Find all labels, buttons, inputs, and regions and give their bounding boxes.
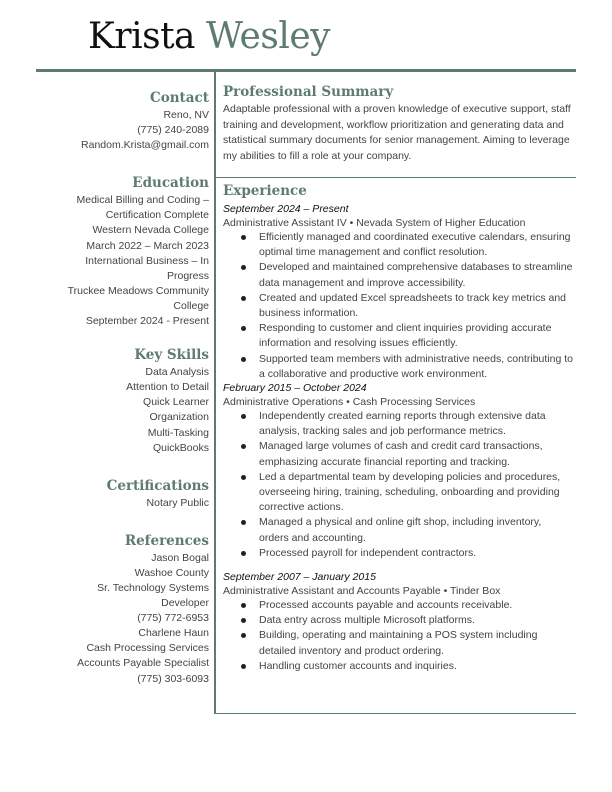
skill-item: QuickBooks <box>152 441 209 454</box>
job-entry <box>223 382 573 561</box>
bullet-icon <box>241 265 246 270</box>
reference-line: Washoe County <box>134 566 209 579</box>
references-section <box>36 531 209 687</box>
bullet-item <box>223 515 573 545</box>
bullet-text: Created and updated Excel spreadsheets to track key metrics and business information. <box>259 291 567 320</box>
bullet-icon <box>241 664 246 669</box>
job-title: Administrative Operations • Cash Processing Services <box>223 396 476 409</box>
bullet-text: Processed accounts payable and accounts receivable. <box>259 599 513 612</box>
bullet-icon <box>241 475 246 480</box>
candidate-name <box>88 14 330 60</box>
bullet-icon <box>241 326 246 331</box>
education-line: Progress <box>166 269 209 282</box>
skill-item: Quick Learner <box>143 396 209 409</box>
bullet-item <box>223 470 573 516</box>
reference-line: Accounts Payable Specialist <box>77 657 209 670</box>
education-heading: Education <box>132 175 209 192</box>
skills-section <box>36 345 209 456</box>
education-line: College <box>173 299 209 312</box>
job-title: Administrative Assistant IV • Nevada System of Higher Education <box>223 217 526 229</box>
bullet-icon <box>241 551 246 556</box>
job-bullets <box>223 598 573 674</box>
skill-item: Data Analysis <box>145 366 209 379</box>
reference-line: Jason Bogal <box>151 551 209 564</box>
bottom-divider <box>214 713 576 714</box>
certification-item: Notary Public <box>146 496 209 509</box>
job-dates: February 2015 – October 2024 <box>223 382 367 395</box>
contact-section <box>36 88 209 153</box>
bullet-item <box>223 439 573 469</box>
last-name: Wesley <box>205 16 330 57</box>
bullet-icon <box>241 235 246 240</box>
references-heading: References <box>124 532 209 549</box>
experience-section <box>223 181 573 674</box>
education-line: International Business – In <box>85 254 209 267</box>
bullet-icon <box>241 633 246 638</box>
bullet-item <box>223 321 573 351</box>
summary-section <box>223 82 573 164</box>
bullet-text: Supported team members with administrative needs, contributing to a collaborative and productive work environment. <box>259 352 573 380</box>
education-line: Medical Billing and Coding – <box>76 194 209 207</box>
summary-heading: Professional Summary <box>223 84 394 100</box>
contact-email: Random.Krista@gmail.com <box>81 139 209 152</box>
bullet-text: Building, operating and maintaining a POS system including detailed inventory and product ordering. <box>259 629 538 657</box>
bullet-item <box>223 352 573 382</box>
skill-item: Attention to Detail <box>126 381 209 394</box>
bullet-text: Managed large volumes of cash and credit card transactions, emphasizing accurate financial reporting and tracking. <box>259 440 543 468</box>
job-entry <box>223 203 573 382</box>
contact-location: Reno, NV <box>163 109 209 121</box>
bullet-item <box>223 230 573 260</box>
bullet-text: Data entry across multiple Microsoft platforms. <box>259 614 475 627</box>
education-section <box>36 173 209 329</box>
bullet-text: Responding to customer and client inquiries providing accurate information and resolving issues efficiently. <box>259 322 552 350</box>
reference-line: Developer <box>161 597 209 610</box>
job-bullets <box>223 230 573 382</box>
reference-line: Sr. Technology Systems <box>97 581 209 594</box>
certifications-section <box>36 476 209 511</box>
experience-heading: Experience <box>223 183 307 199</box>
job-bullets <box>223 409 573 561</box>
bullet-icon <box>241 618 246 623</box>
bullet-item <box>223 260 573 290</box>
bullet-text: Managed a physical and online gift shop, including inventory, orders and accounting. <box>259 516 542 544</box>
education-line: September 2024 - Present <box>85 315 209 328</box>
header-divider <box>36 69 576 72</box>
job-entry <box>223 571 573 674</box>
reference-line: Charlene Haun <box>138 627 209 640</box>
summary-text: Adaptable professional with a proven knowledge of executive support, staff training and development, workflow prioritization and generating data and statistical summary documents for senior management. Aiming to leverage my abilities to fill a role at your company. <box>223 103 571 162</box>
main-column <box>223 82 573 674</box>
bullet-item <box>223 409 573 439</box>
bullet-item <box>223 628 573 658</box>
bullet-item <box>223 598 573 613</box>
bullet-icon <box>241 520 246 525</box>
job-dates: September 2007 – January 2015 <box>223 571 376 584</box>
bullet-item <box>223 613 573 628</box>
bullet-text: Led a departmental team by developing policies and procedures, overseeing hiring, training, scheduling, onboarding and providing corrective actions. <box>259 470 561 514</box>
bullet-item <box>223 291 573 321</box>
sidebar <box>36 88 209 687</box>
job-dates: September 2024 – Present <box>223 203 349 215</box>
bullet-icon <box>241 414 246 419</box>
skill-item: Organization <box>149 411 209 424</box>
education-line: March 2022 – March 2023 <box>86 239 209 252</box>
bullet-icon <box>241 444 246 449</box>
job-title: Administrative Assistant and Accounts Payable • Tinder Box <box>223 585 501 598</box>
bullet-text: Handling customer accounts and inquiries. <box>259 659 457 672</box>
contact-phone: (775) 240-2089 <box>137 124 209 137</box>
skills-heading: Key Skills <box>134 347 209 364</box>
education-line: Certification Complete <box>105 209 209 222</box>
column-divider <box>214 72 216 714</box>
bullet-icon <box>241 603 246 608</box>
education-line: Truckee Meadows Community <box>67 284 209 297</box>
bullet-item <box>223 659 573 674</box>
bullet-text: Efficiently managed and coordinated executive calendars, ensuring optimal time management and conflict resolution. <box>259 231 571 259</box>
certifications-heading: Certifications <box>106 477 209 494</box>
education-line: Western Nevada College <box>92 224 209 237</box>
bullet-icon <box>241 357 246 362</box>
first-name: Krista <box>88 16 196 57</box>
bullet-icon <box>241 296 246 301</box>
reference-line: Cash Processing Services <box>86 642 209 655</box>
reference-line: (775) 303-6093 <box>137 672 209 685</box>
bullet-text: Developed and maintained comprehensive databases to streamline data management and improve accessibility. <box>259 261 573 289</box>
bullet-text: Processed payroll for independent contractors. <box>259 546 477 559</box>
bullet-text: Independently created earning reports through extensive data analysis, tracking sales and job performance metrics. <box>259 410 546 438</box>
contact-heading: Contact <box>149 90 209 106</box>
bullet-item <box>223 546 573 561</box>
reference-line: (775) 772-6953 <box>137 612 209 625</box>
skill-item: Multi-Tasking <box>147 426 209 439</box>
